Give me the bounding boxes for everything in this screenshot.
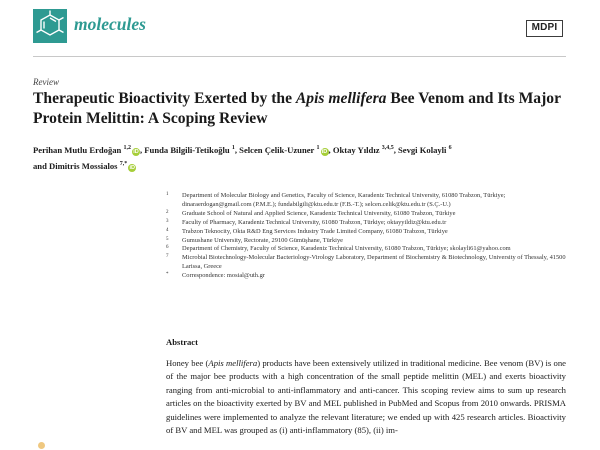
title-species: Apis mellifera [295,90,387,107]
title-part-1: Therapeutic Bioactivity Exerted by the [33,90,296,107]
separator: and [33,161,50,172]
affiliation-text: Graduate School of Natural and Applied Science, Karadeniz Technical University, 61080 Trabzon, Türkiye [182,209,456,217]
separator: , [328,144,333,155]
affiliation-item [166,245,566,254]
affiliation-item [166,237,566,246]
author-name[interactable]: Oktay Yıldız [332,144,380,155]
journal-name: molecules [74,14,146,34]
affiliation-text: Gumushane University, Rectorate, 29100 Gümüşhane, Türkiye [182,236,343,244]
abstract-text-1: Honey bee ( [166,358,209,368]
affiliation-item [166,210,566,219]
header-divider [33,56,566,57]
publisher-logo-icon [526,20,563,37]
author-affil-ref: 1 [316,145,320,151]
affiliation-number: 7 [166,254,169,260]
separator: , [234,144,240,155]
affiliation-item [166,219,566,228]
abstract-heading: Abstract [166,337,198,347]
affiliation-item [166,192,566,210]
affiliation-text: Department of Molecular Biology and Genetics, Faculty of Science, Karadeniz Technical University, 61080 Trabzon, Türkiye; dinaraerdogan@gmail.com (P.M.E.); fundabilgili@ktu.edu.tr (F.B.-T.); selcen.celik@ktu.edu.tr (S.Ç.-U.) [182,192,506,208]
orcid-icon[interactable]: iD [129,165,135,172]
author-name[interactable]: Perihan Mutlu Erdoğan [33,144,122,155]
affiliation-number: 4 [166,227,169,233]
abstract-text-2: ) products have been extensively utilized in traditional medicine. Bee venom (BV) is one of the major bee products with a high concentration of the small peptide melittin (MEL) and exerts bioactivity ranging from anti-microbial to anti-inflammatory and anti-cancer. This scoping review aims to sum up research articles on the bioactivity exerted by BV and MEL published in PubMed and Scopus from 2010 onwards. PRISMA guidelines were implemented to analyze the relevant literature; we ended up with 425 research articles. Bioactivity of BV and MEL was grouped as (i) anti-inflammatory (85), (ii) im- [166,358,566,436]
article-title [33,89,573,129]
affiliation-number: 6 [166,245,169,251]
orcid-icon[interactable]: iD [133,148,139,155]
author-name[interactable]: Sevgi Kolayli [397,144,447,155]
title-part-2: Bee Venom and Its Major Protein Melittin: A Scoping Review [33,90,561,127]
author-name[interactable]: Selcen Çelik-Uzuner [239,144,315,155]
affiliations-list [166,192,566,281]
abstract-species: Apis mellifera [208,358,258,368]
author-name[interactable]: Funda Bilgili-Tetikoğlu [144,144,230,155]
author-list [33,141,573,174]
author-affil-ref: 1,2 [123,145,131,151]
publisher-logo-text: MDPI [531,22,558,33]
author-affil-ref: 7,* [119,161,128,168]
affiliation-item [166,254,566,272]
affiliation-number: 2 [166,209,169,215]
author-affil-ref: 6 [448,145,452,151]
affiliation-number: 1 [166,192,169,197]
affiliation-text: Microbial Biotechnology-Molecular Bacteriology-Virology Laboratory, Department of Biochemistry & Biotechnology, University of Thessaly, 41500 Larissa, Greece [182,254,566,271]
affiliation-number: 5 [166,236,169,242]
author-name[interactable]: Dimitris Mossialos [49,161,118,172]
abstract-body [166,357,566,437]
journal-logo-icon [33,9,67,43]
affiliation-text: Trabzon Teknocity, Okta R&D Eng Services Industry Trade Limited Company, 61080 Trabzon, Türkiye [182,227,448,235]
correspondence-text: Correspondence: mosial@uth.gr [182,272,265,280]
affiliation-item [166,228,566,237]
correspondence-item [166,272,566,281]
affiliation-number: * [166,272,169,278]
author-affil-ref: 1 [231,145,235,151]
author-affil-ref: 3,4,5 [381,145,394,151]
article-type: Review [33,77,59,87]
affiliation-number: 3 [166,218,169,224]
affiliation-text: Department of Chemistry, Faculty of Science, Karadeniz Technical University, 61080 Trabzon, Türkiye; skolayli61@yahoo.com [182,245,511,253]
separator: , [140,144,145,155]
separator: , [393,144,398,155]
affiliation-text: Faculty of Pharmacy, Karadeniz Technical University, 61080 Trabzon, Türkiye; oktayyildiz@ktu.edu.tr [182,218,447,226]
orcid-icon[interactable]: iD [321,148,328,155]
margin-marker-icon [38,442,45,449]
